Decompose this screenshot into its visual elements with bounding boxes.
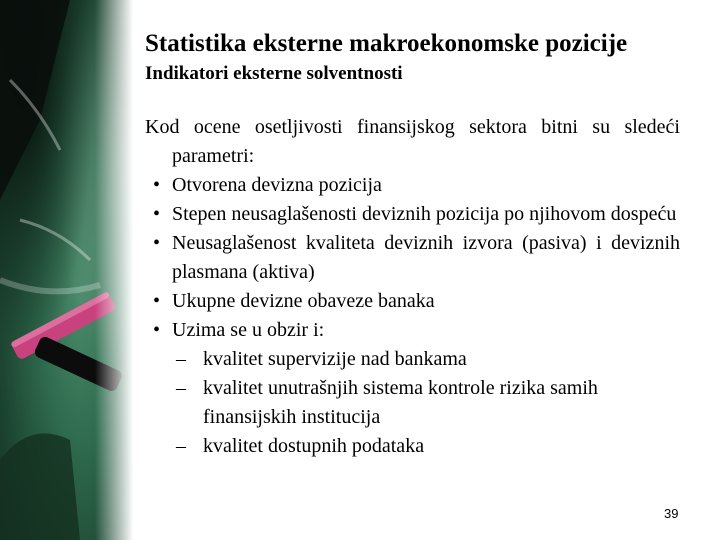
slide-subtitle: Indikatori eksterne solventnosti: [145, 63, 403, 84]
bullet-text: Neusaglašenost kvaliteta deviznih izvora (pasiva) i deviznih plasmana (aktiva): [172, 232, 680, 283]
bullet-text: Uzima se u obzir i:: [172, 319, 325, 341]
slide-title: Statistika eksterne makroekonomske pozicije: [145, 30, 628, 57]
bullet-marker: •: [153, 174, 161, 196]
slide-body: [145, 113, 680, 461]
list-item: [145, 229, 680, 287]
sub-list-item: [145, 432, 680, 461]
sub-item-text: kvalitet dostupnih podataka: [203, 435, 425, 457]
page-number: 39: [664, 506, 679, 521]
bullet-text: Ukupne devizne obaveze banaka: [172, 290, 435, 312]
bullet-marker: •: [153, 290, 161, 312]
bullet-text: Stepen neusaglašenosti deviznih pozicija po njihovom dospeću: [172, 203, 677, 225]
dash-marker: –: [176, 377, 186, 399]
chalkboard-image: [0, 0, 135, 540]
bullet-text: Otvorena devizna pozicija: [172, 174, 382, 196]
sub-item-text: kvalitet unutrašnjih sistema kontrole rizika samih finansijskih institucija: [203, 377, 598, 428]
intro-paragraph: Kod ocene osetljivosti finansijskog sektora bitni su sledeći parametri:: [145, 116, 680, 167]
list-item: [145, 287, 680, 316]
sub-item-text: kvalitet supervizije nad bankama: [203, 348, 467, 370]
bullet-marker: •: [153, 232, 161, 254]
list-item: [145, 200, 680, 229]
list-item: [145, 316, 680, 345]
dash-marker: –: [176, 348, 186, 370]
list-item: [145, 171, 680, 200]
sub-list-item: [145, 374, 680, 432]
bullet-marker: •: [153, 203, 161, 225]
bullet-marker: •: [153, 319, 161, 341]
sub-list-item: [145, 345, 680, 374]
dash-marker: –: [176, 435, 186, 457]
